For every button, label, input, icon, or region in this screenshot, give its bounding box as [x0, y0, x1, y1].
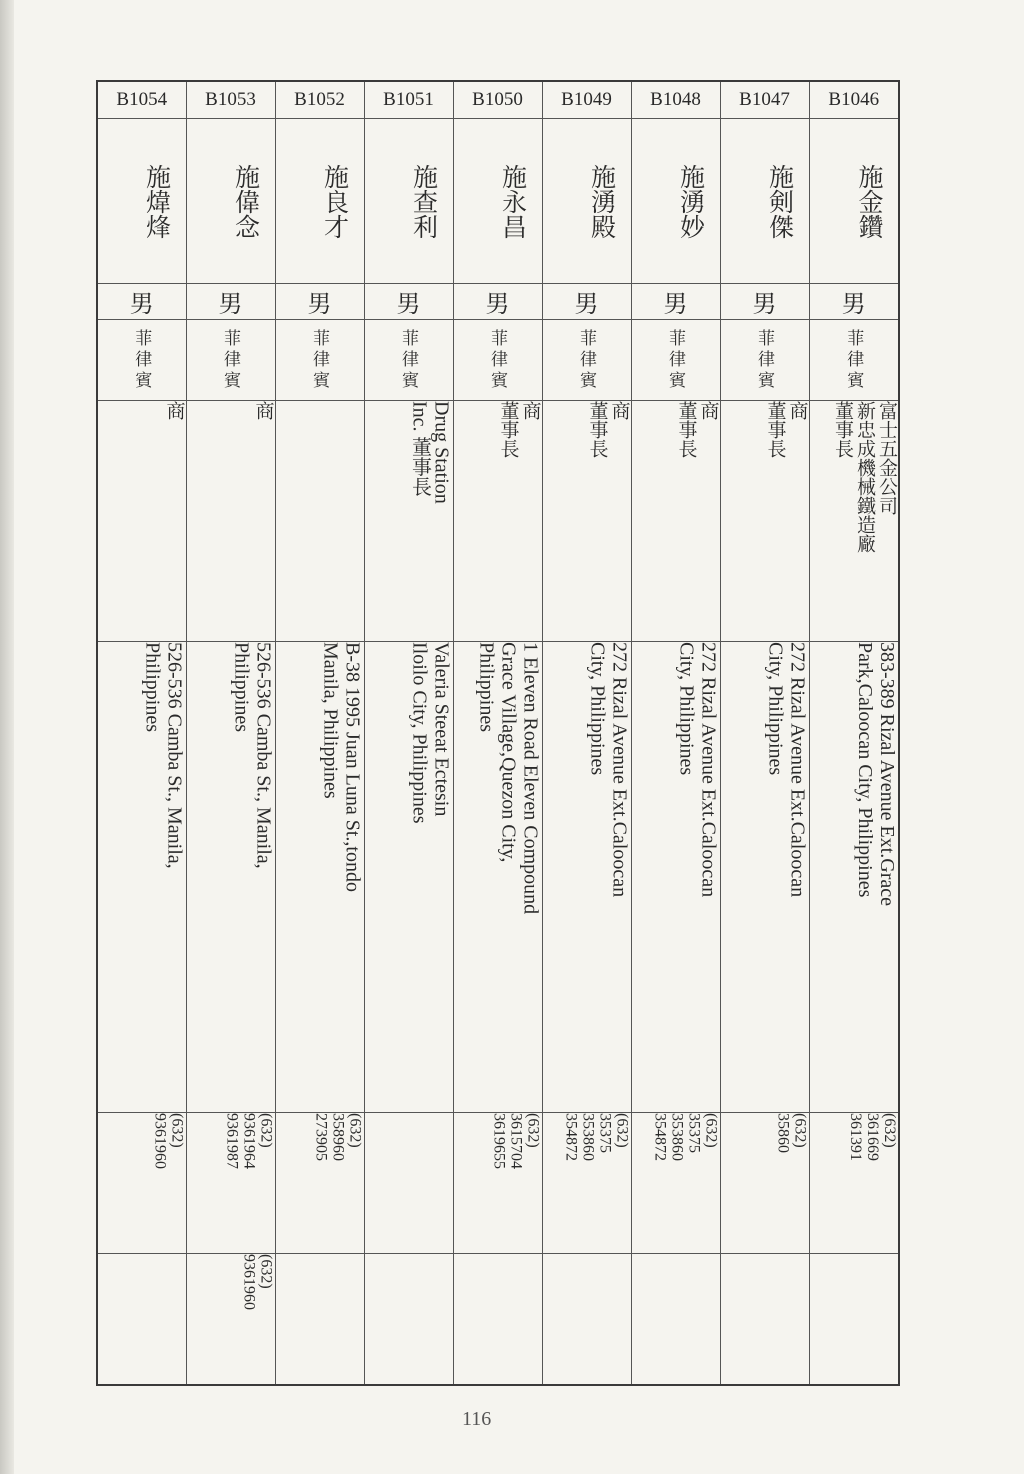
- phone-cell: [453, 1113, 542, 1254]
- address-line: 1 Eleven Road Eleven Compound: [519, 642, 542, 915]
- occupation-cell: [809, 401, 899, 642]
- sex-row: [97, 284, 899, 320]
- name-cell: 施剣傑: [720, 119, 809, 284]
- fax-line: 9361960: [240, 1254, 258, 1310]
- page-number: 116: [462, 1408, 492, 1430]
- phone-line: (632): [524, 1113, 542, 1148]
- sex-cell: 男: [809, 284, 899, 320]
- occupation-line: 商: [252, 401, 275, 420]
- address-cell: [364, 642, 453, 1113]
- address-line: Philippines: [230, 642, 253, 733]
- address-cell: [453, 642, 542, 1113]
- name-cell: 施永昌: [453, 119, 542, 284]
- fax-cell: [186, 1254, 275, 1386]
- phone-cell: [275, 1113, 364, 1254]
- id-cell: B1054: [97, 81, 186, 119]
- fax-cell: [97, 1254, 186, 1386]
- address-cell: [720, 642, 809, 1113]
- address-line: 526-536 Camba St., Manila,: [252, 642, 275, 869]
- nationality-cell: 菲律賓: [186, 320, 275, 401]
- sex-cell: 男: [275, 284, 364, 320]
- phone-cell: [364, 1113, 453, 1254]
- phone-line: (632): [613, 1113, 631, 1148]
- occupation-line: 商: [697, 401, 720, 420]
- address-line: B-38 1995 Juan Luna St.,tondo: [341, 642, 364, 892]
- occupation-row: [97, 401, 899, 642]
- id-cell: B1051: [364, 81, 453, 119]
- occupation-line: Drug Station: [430, 401, 453, 504]
- phone-line: 9361960: [151, 1113, 169, 1169]
- occupation-line: 商: [608, 401, 631, 420]
- phone-line: (632): [168, 1113, 186, 1148]
- address-row: [97, 642, 899, 1113]
- address-line: Valeria Steeat Ectesin: [430, 642, 453, 817]
- sex-cell: 男: [542, 284, 631, 320]
- phone-line: 354872: [651, 1113, 669, 1161]
- sex-cell: 男: [720, 284, 809, 320]
- occupation-line: 商: [519, 401, 542, 420]
- sex-cell: 男: [364, 284, 453, 320]
- name-row: [97, 119, 899, 284]
- fax-cell: [542, 1254, 631, 1386]
- occupation-line: Inc. 董事長: [408, 401, 431, 497]
- id-row: [97, 81, 899, 119]
- phone-line: 35375: [596, 1113, 614, 1153]
- occupation-cell: [631, 401, 720, 642]
- fax-row: [97, 1254, 899, 1386]
- occupation-line: 董事長: [832, 401, 854, 458]
- name-cell: 施良才: [275, 119, 364, 284]
- fax-cell: [809, 1254, 899, 1386]
- address-line: City, Philippines: [675, 642, 698, 776]
- occupation-cell: [275, 401, 364, 642]
- phone-line: 3615704: [507, 1113, 525, 1169]
- nationality-row: [97, 320, 899, 401]
- phone-line: 9361987: [223, 1113, 241, 1169]
- fax-cell: [720, 1254, 809, 1386]
- phone-cell: [97, 1113, 186, 1254]
- phone-row: [97, 1113, 899, 1254]
- occupation-cell: [186, 401, 275, 642]
- fax-cell: [631, 1254, 720, 1386]
- phone-cell: [631, 1113, 720, 1254]
- occupation-cell: [453, 401, 542, 642]
- occupation-cell: [97, 401, 186, 642]
- fax-cell: [364, 1254, 453, 1386]
- phone-line: 35375: [685, 1113, 703, 1153]
- address-line: 272 Rizal Avenue Ext.Caloocan: [786, 642, 809, 898]
- address-line: Park,Caloocan City, Philippines: [854, 642, 876, 898]
- occupation-cell: [542, 401, 631, 642]
- phone-cell: [809, 1113, 899, 1254]
- occupation-line: 商: [786, 401, 809, 420]
- address-line: City, Philippines: [764, 642, 787, 776]
- name-cell: 施煒烽: [97, 119, 186, 284]
- name-cell: 施湧妙: [631, 119, 720, 284]
- phone-line: 353860: [668, 1113, 686, 1161]
- phone-line: (632): [702, 1113, 720, 1148]
- address-line: Grace Village,Quezon City,: [497, 642, 520, 863]
- nationality-cell: 菲律賓: [809, 320, 899, 401]
- sex-cell: 男: [97, 284, 186, 320]
- nationality-cell: 菲律賓: [275, 320, 364, 401]
- address-line: 383-389 Rizal Avenue Ext.Grace: [876, 642, 898, 906]
- address-cell: [631, 642, 720, 1113]
- address-line: Iloilo City, Philippines: [408, 642, 431, 824]
- phone-line: 9361964: [240, 1113, 258, 1169]
- fax-line: (632): [257, 1254, 275, 1289]
- id-cell: B1050: [453, 81, 542, 119]
- address-cell: [275, 642, 364, 1113]
- phone-line: (632): [346, 1113, 364, 1148]
- address-line: Philippines: [475, 642, 498, 733]
- id-cell: B1053: [186, 81, 275, 119]
- phone-line: (632): [791, 1113, 809, 1148]
- address-cell: [97, 642, 186, 1113]
- address-line: 272 Rizal Avenue Ext.Caloocan: [697, 642, 720, 898]
- occupation-line: 董事長: [497, 401, 520, 458]
- id-cell: B1046: [809, 81, 899, 119]
- phone-cell: [542, 1113, 631, 1254]
- phone-cell: [720, 1113, 809, 1254]
- sex-cell: 男: [186, 284, 275, 320]
- address-line: Manila, Philippines: [319, 642, 342, 799]
- phone-line: 358960: [329, 1113, 347, 1161]
- id-cell: B1052: [275, 81, 364, 119]
- phone-line: 361669: [864, 1113, 881, 1161]
- occupation-line: 董事長: [675, 401, 698, 458]
- occupation-line: 新忠成機械鐵造廠: [854, 401, 876, 553]
- nationality-cell: 菲律賓: [720, 320, 809, 401]
- address-line: 272 Rizal Avenue Ext.Caloocan: [608, 642, 631, 898]
- occupation-line: 董事長: [586, 401, 609, 458]
- phone-line: 353860: [579, 1113, 597, 1161]
- nationality-cell: 菲律賓: [364, 320, 453, 401]
- nationality-cell: 菲律賓: [631, 320, 720, 401]
- sex-cell: 男: [631, 284, 720, 320]
- name-cell: 施湧殿: [542, 119, 631, 284]
- sex-cell: 男: [453, 284, 542, 320]
- address-line: Philippines: [141, 642, 164, 733]
- name-cell: 施查利: [364, 119, 453, 284]
- member-register-table: [96, 80, 900, 1386]
- address-cell: [186, 642, 275, 1113]
- fax-cell: [453, 1254, 542, 1386]
- phone-line: 361391: [847, 1113, 864, 1161]
- phone-line: 354872: [562, 1113, 580, 1161]
- occupation-cell: [720, 401, 809, 642]
- phone-line: (632): [257, 1113, 275, 1148]
- address-line: 526-536 Camba St., Manila,: [163, 642, 186, 869]
- occupation-line: 富士五金公司: [876, 401, 898, 515]
- phone-line: 35860: [774, 1113, 792, 1153]
- id-cell: B1047: [720, 81, 809, 119]
- occupation-cell: [364, 401, 453, 642]
- name-cell: 施金鑽: [809, 119, 899, 284]
- address-cell: [542, 642, 631, 1113]
- id-cell: B1049: [542, 81, 631, 119]
- address-line: City, Philippines: [586, 642, 609, 776]
- phone-line: (632): [881, 1113, 898, 1148]
- occupation-line: 商: [163, 401, 186, 420]
- nationality-cell: 菲律賓: [542, 320, 631, 401]
- fax-cell: [275, 1254, 364, 1386]
- name-cell: 施偉念: [186, 119, 275, 284]
- phone-cell: [186, 1113, 275, 1254]
- page-binding-shadow: [0, 0, 14, 1474]
- id-cell: B1048: [631, 81, 720, 119]
- nationality-cell: 菲律賓: [97, 320, 186, 401]
- nationality-cell: 菲律賓: [453, 320, 542, 401]
- phone-line: 3619655: [490, 1113, 508, 1169]
- occupation-line: 董事長: [764, 401, 787, 458]
- phone-line: 273905: [312, 1113, 330, 1161]
- address-cell: [809, 642, 899, 1113]
